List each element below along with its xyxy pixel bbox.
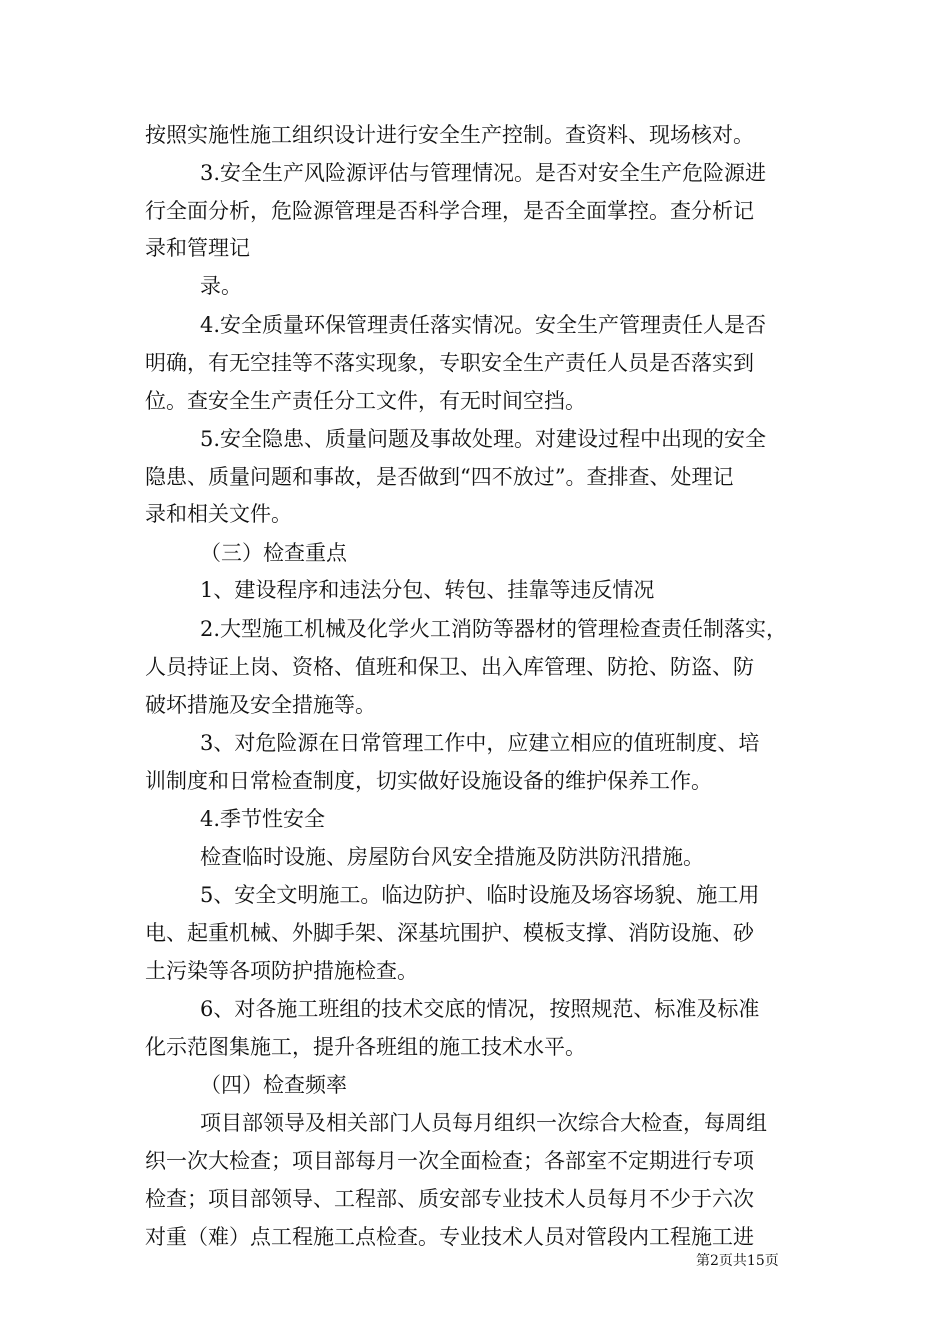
- text-line: 4.季节性安全: [200, 807, 326, 831]
- text-line: 6、对各施工班组的技术交底的情况，按照规范、标准及标准: [200, 997, 760, 1021]
- text-line: 训制度和日常检查制度，切实做好设施设备的维护保养工作。: [145, 769, 712, 793]
- section-heading: （四）检查频率: [200, 1073, 347, 1097]
- text-line: 土污染等各项防护措施检查。: [145, 959, 418, 983]
- text-line: 电、起重机械、外脚手架、深基坑围护、模板支撑、消防设施、砂: [145, 921, 754, 945]
- text-line: 明确，有无空挂等不落实现象，专职安全生产责任人员是否落实到: [145, 351, 754, 375]
- text-line: 1、建设程序和违法分包、转包、挂靠等违反情况: [200, 578, 655, 602]
- text-line: 项目部领导及相关部门人员每月组织一次综合大检查，每周组: [200, 1111, 767, 1135]
- text-line: 织一次大检查；项目部每月一次全面检查；各部室不定期进行专项: [145, 1149, 754, 1173]
- section-heading: （三）检查重点: [200, 541, 347, 565]
- text-line: 按照实施性施工组织设计进行安全生产控制。查资料、现场核对。: [145, 123, 754, 147]
- text-line: 录和管理记: [145, 236, 250, 260]
- text-line: 录和相关文件。: [145, 502, 292, 526]
- text-line: 3.安全生产风险源评估与管理情况。是否对安全生产危险源进: [200, 161, 767, 185]
- text-line: 检查临时设施、房屋防台风安全措施及防洪防汛措施。: [200, 845, 704, 869]
- text-line: 人员持证上岗、资格、值班和保卫、出入库管理、防抢、防盗、防: [145, 655, 754, 679]
- text-line: 破坏措施及安全措施等。: [145, 693, 376, 717]
- text-line: 化示范图集施工，提升各班组的施工技术水平。: [145, 1035, 586, 1059]
- text-line: 5.安全隐患、质量问题及事故处理。对建设过程中出现的安全: [200, 427, 767, 451]
- text-line: 录。: [200, 274, 242, 298]
- text-line: 4.安全质量环保管理责任落实情况。安全生产管理责任人是否: [200, 313, 767, 337]
- text-line: 3、对危险源在日常管理工作中，应建立相应的值班制度、培: [200, 731, 760, 755]
- text-line: 对重（难）点工程施工点检查。专业技术人员对管段内工程施工进: [145, 1225, 754, 1249]
- text-line: 隐患、质量问题和事故，是否做到“四不放过”。查排查、处理记: [145, 465, 734, 489]
- text-line: 检查；项目部领导、工程部、质安部专业技术人员每月不少于六次: [145, 1187, 754, 1211]
- text-line: 位。查安全生产责任分工文件，有无时间空挡。: [145, 389, 586, 413]
- text-line: 行全面分析，危险源管理是否科学合理，是否全面掌控。查分析记: [145, 199, 754, 223]
- page-number: 第2页共15页: [696, 1253, 779, 1269]
- text-line: 5、安全文明施工。临边防护、临时设施及场容场貌、施工用: [200, 883, 760, 907]
- text-line: 2.大型施工机械及化学火工消防等器材的管理检查责任制落实，: [200, 617, 788, 641]
